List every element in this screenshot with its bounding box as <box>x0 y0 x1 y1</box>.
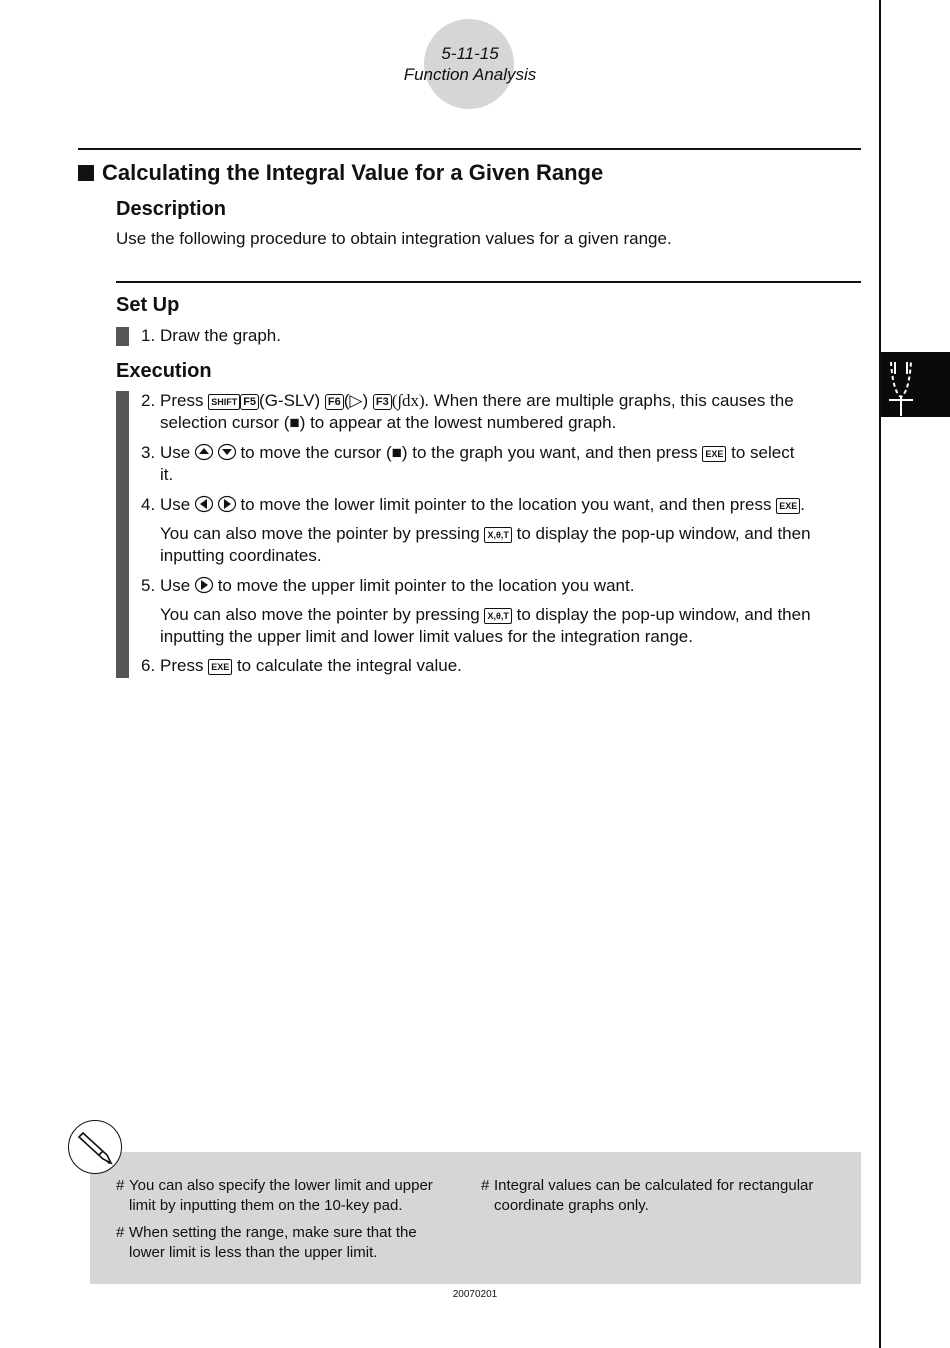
margin-rule <box>879 0 881 1348</box>
footer-code: 20070201 <box>452 1289 498 1300</box>
right-arrow-key-icon <box>218 495 236 513</box>
section-divider <box>116 281 861 283</box>
exe-key: EXE <box>776 498 800 514</box>
pencil-icon <box>69 1121 121 1173</box>
shift-key: SHIFT <box>208 394 240 410</box>
step-text: Use <box>160 443 191 462</box>
graph-chapter-icon <box>881 352 950 417</box>
step-text: When there are multiple graphs, this causes the <box>433 391 794 410</box>
left-arrow-key-icon <box>195 495 213 513</box>
f6-key: F6 <box>325 394 344 410</box>
note-3 <box>481 1176 856 1216</box>
page-number: 5-11-15 <box>441 44 499 63</box>
step-3 <box>141 442 861 486</box>
step-text: You can also move the pointer by pressing <box>160 605 480 624</box>
chapter-tab <box>881 352 950 417</box>
square-bullet-icon <box>78 165 94 181</box>
step-text: Use <box>160 576 191 595</box>
step-number: 1. <box>141 326 156 345</box>
step-text: to select <box>731 443 795 462</box>
step-text: . <box>800 495 805 514</box>
note-hash: # <box>481 1177 490 1194</box>
step-text: You can also move the pointer by pressing <box>160 524 480 543</box>
f3-key: F3 <box>373 394 392 410</box>
note-text: Integral values can be calculated for rectangular <box>494 1177 814 1194</box>
right-arrow-key-icon <box>195 576 213 594</box>
step-text: to move the upper limit pointer to the location you want. <box>217 576 635 595</box>
step-6 <box>141 655 861 677</box>
step-number: 3. <box>141 443 156 462</box>
step-5-note <box>160 604 861 648</box>
note-1 <box>116 1176 466 1216</box>
note-text: coordinate graphs only. <box>494 1197 649 1214</box>
step-bar-setup <box>116 327 129 346</box>
step-text: it. <box>160 465 174 484</box>
step-text: Draw the graph. <box>160 326 281 345</box>
page-subject: Function Analysis <box>403 65 537 84</box>
exe-key: EXE <box>702 446 726 462</box>
note-text: limit by inputting them on the 10-key pad. <box>129 1197 403 1214</box>
note-2 <box>116 1223 466 1263</box>
step-5 <box>141 575 861 597</box>
section-title: Calculating the Integral Value for a Given Range <box>78 159 603 187</box>
f5-key: F5 <box>240 394 259 410</box>
key-label: (▷) <box>343 391 369 410</box>
step-text: Use <box>160 495 191 514</box>
execution-heading: Execution <box>116 360 212 382</box>
notes-box <box>90 1152 861 1284</box>
step-1 <box>141 325 861 347</box>
note-text: When setting the range, make sure that the <box>129 1224 417 1241</box>
note-hash: # <box>116 1177 125 1194</box>
step-text: inputting coordinates. <box>160 546 322 565</box>
step-text: to move the lower limit pointer to the location you want, and then press <box>240 495 772 514</box>
x-theta-t-key: X,θ,T <box>484 608 511 624</box>
step-text: selection cursor (■) to appear at the lowest numbered graph. <box>160 413 617 432</box>
notes-badge <box>68 1120 122 1174</box>
step-number: 2. <box>141 391 156 410</box>
step-text: to display the pop-up window, and then <box>516 524 811 543</box>
note-hash: # <box>116 1224 125 1241</box>
step-text: Press <box>160 656 204 675</box>
step-4-note <box>160 523 861 567</box>
step-text: to move the cursor (■) to the graph you want, and then press <box>240 443 698 462</box>
down-arrow-key-icon <box>218 443 236 461</box>
step-text: to display the pop-up window, and then <box>516 605 811 624</box>
x-theta-t-key: X,θ,T <box>484 527 511 543</box>
note-text: You can also specify the lower limit and upper <box>129 1177 433 1194</box>
step-text: inputting the upper limit and lower limit values for the integration range. <box>160 627 693 646</box>
top-rule <box>78 148 861 150</box>
note-text: lower limit is less than the upper limit. <box>129 1244 378 1261</box>
setup-heading: Set Up <box>116 294 180 316</box>
step-number: 4. <box>141 495 156 514</box>
exe-key: EXE <box>208 659 232 675</box>
step-text: to calculate the integral value. <box>236 656 462 675</box>
key-label: (G-SLV) <box>259 391 321 410</box>
step-bar-execution <box>116 391 129 678</box>
key-label: (∫dx). <box>391 391 429 410</box>
step-2 <box>141 390 861 434</box>
step-4 <box>141 494 861 516</box>
page-number-badge <box>424 19 514 109</box>
step-number: 6. <box>141 656 156 675</box>
description-text: Use the following procedure to obtain integration values for a given range. <box>116 229 672 248</box>
step-number: 5. <box>141 576 156 595</box>
description-heading: Description <box>116 198 227 220</box>
step-text: Press <box>160 391 204 410</box>
up-arrow-key-icon <box>195 443 213 461</box>
